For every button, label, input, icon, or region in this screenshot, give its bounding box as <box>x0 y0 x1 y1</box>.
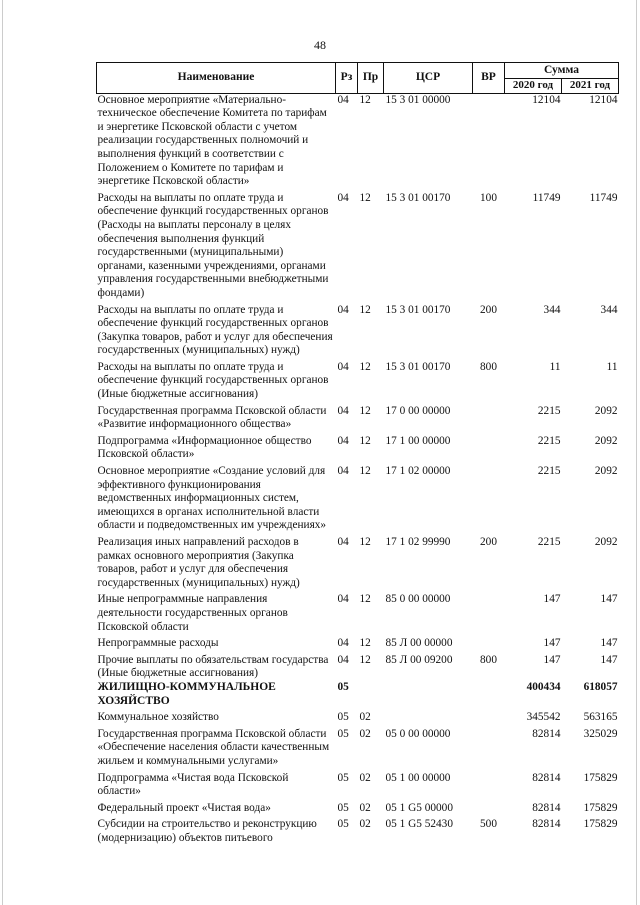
row-vr <box>473 590 505 634</box>
row-vr: 200 <box>480 536 497 548</box>
row-pr: 02 <box>359 801 371 814</box>
row-pr: 02 <box>359 771 371 784</box>
row-rz: 04 <box>337 465 349 478</box>
row-name: Подпрограмма «Чистая вода Псковской области» <box>97 771 289 798</box>
table-row <box>97 358 619 402</box>
row-name: Реализация иных направлений расходов в рамках основного мероприятия (Закупка товаров, работ и услуг для обеспечения государственных (муниципальных) нужд) <box>97 536 300 589</box>
row-name: Коммунальное хозяйство <box>97 711 219 724</box>
row-sum-2020: 2215 <box>537 404 561 417</box>
row-rz: 05 <box>337 727 349 740</box>
table-row <box>97 533 619 590</box>
row-rz: 04 <box>337 637 349 650</box>
row-csr: 15 3 01 00170 <box>385 360 451 373</box>
row-vr: 800 <box>480 360 497 373</box>
table-row <box>97 462 619 533</box>
row-sum-2020: 82814 <box>532 727 561 740</box>
header-csr: ЦСР <box>384 63 473 94</box>
table-row <box>97 590 619 634</box>
row-name: Основное мероприятие «Создание условий для эффективного функционирования ведомственных информационных систем, имеющихся в органах исполнительной власти области и подведомственных им учреждениях» <box>97 465 327 532</box>
row-rz: 04 <box>337 303 349 316</box>
row-csr: 17 1 02 00000 <box>385 465 451 478</box>
row-pr <box>358 681 384 708</box>
row-name: ЖИЛИЩНО-КОММУНАЛЬНОЕ ХОЗЯЙСТВО <box>97 680 276 707</box>
table-row <box>97 301 619 358</box>
row-vr <box>473 634 505 651</box>
header-rz: Рз <box>336 63 358 94</box>
row-pr: 12 <box>359 93 371 106</box>
row-sum-2021: 2092 <box>594 404 618 417</box>
row-csr: 05 1 G5 00000 <box>385 801 453 814</box>
row-sum-2020: 11749 <box>532 191 561 204</box>
row-vr <box>473 725 505 769</box>
row-vr <box>473 402 505 432</box>
row-sum-2021: 2092 <box>594 434 618 447</box>
row-rz: 04 <box>337 404 349 417</box>
row-sum-2020: 2215 <box>537 536 561 548</box>
table-row <box>97 432 619 462</box>
header-pr: Пр <box>358 63 384 94</box>
row-pr: 12 <box>359 360 371 373</box>
row-name: Федеральный проект «Чистая вода» <box>97 801 271 814</box>
row-rz: 04 <box>337 593 349 606</box>
row-rz: 05 <box>337 711 349 724</box>
row-csr <box>384 708 473 725</box>
page-edge-right <box>636 0 637 905</box>
row-vr: 100 <box>480 191 497 204</box>
row-vr <box>473 681 505 708</box>
row-csr <box>384 681 473 708</box>
header-name: Наименование <box>97 63 336 94</box>
row-name: Прочие выплаты по обязательствам государства (Иные бюджетные ассигнования) <box>97 653 329 680</box>
row-sum-2021: 147 <box>600 593 618 606</box>
row-pr: 12 <box>359 434 371 447</box>
row-vr: 500 <box>480 818 497 831</box>
budget-table <box>96 62 619 845</box>
table-row <box>97 725 619 769</box>
row-rz: 05 <box>337 818 349 831</box>
row-csr: 85 Л 00 09200 <box>385 653 453 666</box>
row-csr: 05 1 G5 52430 <box>385 818 453 831</box>
header-year-2020: 2020 год <box>505 79 562 94</box>
row-sum-2021: 618057 <box>583 680 618 693</box>
row-name: Расходы на выплаты по оплате труда и обеспечение функций государственных органов (Закупка товаров, работ и услуг для обеспечения государственных (муниципальных) нужд) <box>97 303 333 357</box>
table-body <box>97 93 619 845</box>
row-pr: 12 <box>359 653 371 666</box>
table-row <box>97 769 619 799</box>
page-number: 48 <box>314 38 326 52</box>
header-vr: ВР <box>473 63 505 94</box>
row-name: Государственная программа Псковской области «Обеспечение населения области качественным жильем и коммунальными услугами» <box>97 727 330 767</box>
row-pr: 12 <box>359 303 371 316</box>
row-sum-2021: 175829 <box>583 771 618 784</box>
row-csr: 17 1 02 99990 <box>385 536 451 548</box>
row-sum-2021: 325029 <box>583 727 618 740</box>
table-row <box>97 815 619 845</box>
row-vr <box>473 799 505 816</box>
row-rz: 04 <box>337 536 349 548</box>
row-sum-2021: 12104 <box>589 93 618 106</box>
row-pr: 02 <box>359 711 371 724</box>
row-sum-2021: 2092 <box>594 465 618 478</box>
row-pr: 12 <box>359 637 371 650</box>
header-sum: Сумма <box>505 63 619 79</box>
row-sum-2021: 175829 <box>583 818 618 831</box>
row-csr: 17 1 00 00000 <box>385 434 451 447</box>
row-pr: 12 <box>359 465 371 478</box>
row-sum-2020: 82814 <box>532 771 561 784</box>
row-name: Субсидии на строительство и реконструкцию (модернизацию) объектов питьевого <box>97 818 317 844</box>
row-name: Расходы на выплаты по оплате труда и обеспечение функций государственных органов (Иные бюджетные ассигнования) <box>97 360 329 401</box>
row-sum-2020: 147 <box>543 593 561 606</box>
row-sum-2020: 400434 <box>526 680 561 693</box>
table-row <box>97 799 619 816</box>
table-row <box>97 189 619 301</box>
row-csr: 15 3 01 00000 <box>385 93 451 106</box>
row-name: Основное мероприятие «Материально-техническое обеспечение Комитета по тарифам и энергетике Псковской области с учетом реализации государственных полномочий и выполнения функций в соответствии с Положением о Комитете по тарифам и энергетике Псковской области» <box>97 93 327 188</box>
row-sum-2020: 345542 <box>526 711 561 724</box>
row-name: Иные непрограммные направления деятельности государственных органов Псковской области <box>97 593 288 633</box>
row-rz: 04 <box>337 434 349 447</box>
row-pr: 02 <box>359 727 371 740</box>
row-pr: 12 <box>359 191 371 204</box>
row-sum-2020: 11 <box>549 360 561 373</box>
row-sum-2020: 2215 <box>537 465 561 478</box>
row-sum-2020: 344 <box>543 303 561 316</box>
row-name: Государственная программа Псковской области «Развитие информационного общества» <box>97 404 327 431</box>
table-row <box>97 634 619 651</box>
table-header <box>97 63 619 94</box>
row-vr <box>473 93 505 189</box>
row-pr: 12 <box>359 404 371 417</box>
table-row <box>97 93 619 189</box>
table-row <box>97 651 619 681</box>
row-sum-2021: 147 <box>600 653 618 666</box>
row-sum-2020: 12104 <box>532 93 561 106</box>
row-name: Непрограммные расходы <box>97 637 219 650</box>
row-csr: 15 3 01 00170 <box>385 303 451 316</box>
page-edge-left <box>2 0 3 905</box>
row-csr: 05 0 00 00000 <box>385 727 451 740</box>
table-row <box>97 681 619 708</box>
row-vr <box>473 769 505 799</box>
row-sum-2021: 175829 <box>583 801 618 814</box>
row-rz: 04 <box>337 191 349 204</box>
row-sum-2020: 2215 <box>537 434 561 447</box>
row-sum-2020: 147 <box>543 653 561 666</box>
row-sum-2021: 2092 <box>594 536 618 548</box>
row-csr: 15 3 01 00170 <box>385 191 451 204</box>
row-sum-2020: 82814 <box>532 818 561 831</box>
table-row <box>97 708 619 725</box>
row-name: Подпрограмма «Информационное общество Псковской области» <box>97 434 312 461</box>
table-row <box>97 402 619 432</box>
row-sum-2021: 11 <box>606 360 618 373</box>
row-rz: 05 <box>337 680 349 693</box>
header-year-2021: 2021 год <box>562 79 619 94</box>
row-csr: 85 Л 00 00000 <box>385 637 453 650</box>
row-sum-2021: 147 <box>600 637 618 650</box>
row-sum-2021: 563165 <box>583 711 618 724</box>
row-vr <box>473 462 505 533</box>
row-pr: 02 <box>359 818 371 831</box>
row-csr: 05 1 00 00000 <box>385 771 451 784</box>
row-pr: 12 <box>359 536 371 548</box>
row-csr: 17 0 00 00000 <box>385 404 451 417</box>
row-vr <box>473 708 505 725</box>
row-rz: 04 <box>337 93 349 106</box>
row-rz: 05 <box>337 771 349 784</box>
row-vr: 200 <box>480 303 497 316</box>
row-sum-2021: 11749 <box>589 191 618 204</box>
row-vr: 800 <box>480 653 497 666</box>
row-sum-2020: 147 <box>543 637 561 650</box>
row-sum-2021: 344 <box>600 303 618 316</box>
row-pr: 12 <box>359 593 371 606</box>
row-rz: 04 <box>337 653 349 666</box>
row-rz: 04 <box>337 360 349 373</box>
row-vr <box>473 432 505 462</box>
row-csr: 85 0 00 00000 <box>385 593 451 606</box>
row-name: Расходы на выплаты по оплате труда и обеспечение функций государственных органов (Расходы на выплаты персоналу в целях обеспечения выполнения функций государственными (муниципальными) органами, казенными учреждениями, органами управления государственными внебюджетными фондами) <box>97 191 329 299</box>
row-rz: 05 <box>337 801 349 814</box>
row-sum-2020: 82814 <box>532 801 561 814</box>
